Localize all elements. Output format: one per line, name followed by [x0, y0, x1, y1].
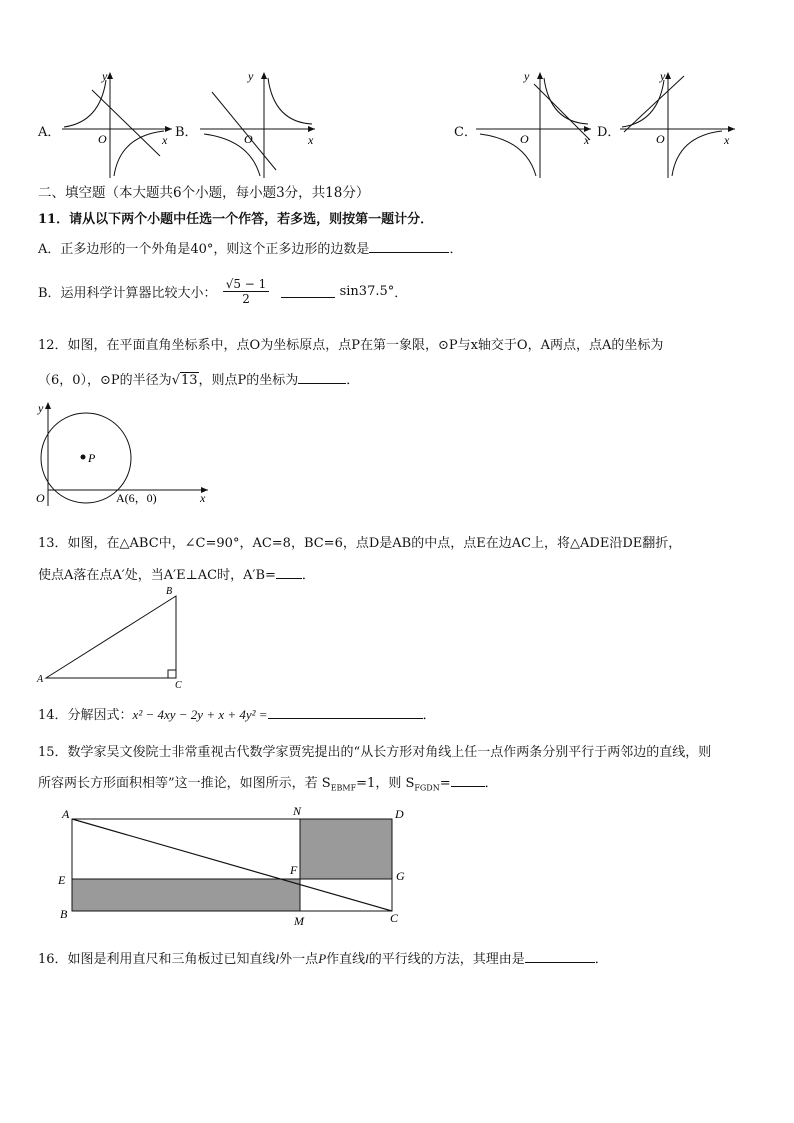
q15-line2 [38, 772, 498, 793]
q15-fig-m: M [294, 914, 304, 928]
q14-blank[interactable] [268, 706, 423, 719]
q16-l1: l [275, 951, 280, 966]
option-b-graph [200, 70, 320, 180]
option-c-x: x [584, 133, 590, 147]
option-d-label: D． [597, 125, 621, 140]
q15-sub1: EBMF [330, 783, 357, 793]
q12-fig-x: x [200, 491, 206, 505]
section-heading: 二、填空题（本大题共6个小题，每小题3分，共18分） [38, 185, 370, 201]
q11-b-frac-num: √5 − 1 [223, 277, 270, 292]
q16-post: 的平行线的方法，其理由是 [368, 952, 525, 967]
q15-line1: 15．数学家吴文俊院士非常重视古代数学家贾宪提出的“从长方形对角线上任一点作两条分别平行于两邻边的直线，则 [38, 745, 712, 760]
q13-line2 [38, 564, 315, 583]
q12-line2-end: ． [346, 373, 360, 388]
option-a-y: y [102, 69, 108, 83]
q15-line2-pre: 所容两长方形面积相等”这一推论，如图所示，若 S [38, 776, 331, 791]
q16 [38, 948, 608, 967]
option-d-o: O [656, 132, 665, 146]
q15-fig-f: F [290, 863, 298, 877]
q14-end: ． [422, 708, 436, 723]
q12-blank[interactable] [298, 371, 346, 384]
q11-a-text: A．正多边形的一个外角是40°，则这个正多边形的边数是 [38, 242, 370, 257]
q16-p: P [318, 951, 327, 966]
q11-b-frac-den: 2 [242, 292, 250, 306]
q13-line1: 13．如图，在△ABC中，∠C=90°，AC=8，BC=6，点D是AB的中点，点E在边AC上，将△ADE沿DE翻折， [38, 536, 682, 551]
q15-line2-mid: =1，则 S [356, 776, 415, 791]
q15-fig-n: N [293, 804, 302, 818]
option-b-y: y [248, 69, 254, 83]
q12-sqrt: 13 [180, 373, 198, 388]
q12-fig-o: O [36, 491, 45, 505]
q12-figure [30, 398, 220, 510]
q13-fig-b: B [166, 586, 173, 597]
q11-b-fraction [223, 277, 270, 306]
option-d-x: x [724, 133, 730, 147]
q12-line2: （6，0），⊙P的半径为√13，则点P的坐标为 ． [38, 373, 360, 388]
q12-fig-y: y [38, 401, 44, 415]
q15-figure [50, 800, 405, 928]
q11-b-end: ． [394, 286, 408, 301]
q16-l2: l [365, 951, 369, 966]
q12-line1: 12．如图，在平面直角坐标系中，点O为坐标原点，点P在第一象限，⊙P与x轴交于O，A两点，点A的坐标为 [38, 338, 664, 353]
option-a-label: A． [38, 125, 61, 140]
option-d-y: y [660, 69, 666, 83]
q15-sub2: FGDN [414, 783, 440, 793]
q15-fig-b: B [60, 907, 68, 921]
q11-a [38, 238, 462, 257]
option-c-graph [476, 70, 596, 180]
q11-b-text: B．运用科学计算器比较大小： [38, 286, 217, 301]
q13-blank[interactable] [276, 566, 302, 579]
q11-stem: 11．请从以下两个小题中任选一个作答，若多选，则按第一题计分． [38, 212, 434, 227]
option-a-o: O [98, 132, 107, 146]
q12-fig-a: A(6，0) [116, 491, 157, 505]
q13-fig-c: C [175, 680, 182, 691]
option-b-o: O [244, 132, 253, 146]
q12-fig-p: P [88, 451, 96, 465]
q11-b [38, 277, 407, 317]
q16-blank[interactable] [525, 950, 595, 963]
q13-fig-a: A [37, 674, 44, 685]
q14 [38, 704, 436, 723]
q16-pre: 16．如图是利用直尺和三角板过已知直线 [38, 952, 276, 967]
q13-figure [34, 582, 194, 690]
q15-fig-a: A [62, 807, 70, 821]
q15-fig-d: D [395, 807, 404, 821]
option-c-label: C． [454, 125, 477, 140]
option-d-graph [620, 70, 740, 180]
option-a-x: x [162, 133, 168, 147]
q16-end: ． [594, 952, 608, 967]
q13-line2-end: ． [301, 568, 315, 583]
q15-line2-end: ． [484, 776, 498, 791]
option-b-x: x [308, 133, 314, 147]
q15-fig-c: C [390, 911, 399, 925]
q13-line2-text: 使点A落在点A′处，当A′E⊥AC时，A′B= [38, 568, 276, 583]
q12-line2-pre: （6，0），⊙P的半径为 [38, 373, 172, 388]
q12-line2-post: ，则点P的坐标为 [198, 373, 299, 388]
option-c-o: O [520, 132, 529, 146]
q16-mid1: 外一点 [279, 952, 319, 967]
option-c-y: y [524, 69, 530, 83]
q16-mid2: 作直线 [326, 952, 366, 967]
q15-fig-e: E [58, 873, 66, 887]
q15-blank[interactable] [451, 774, 485, 787]
option-b-label: B． [175, 125, 198, 140]
q15-fig-g: G [396, 869, 405, 883]
q14-label: 14．分解因式： [38, 708, 133, 723]
q11-b-compare: sin37.5° [339, 284, 395, 299]
option-a-graph [62, 70, 177, 180]
q14-expr: x² − 4xy − 2y + x + 4y² = [132, 707, 268, 722]
q15-line2-post: = [439, 776, 451, 791]
q11-b-blank[interactable] [281, 285, 335, 298]
q11-a-blank[interactable] [369, 240, 449, 253]
q11-a-end: ． [449, 242, 463, 257]
